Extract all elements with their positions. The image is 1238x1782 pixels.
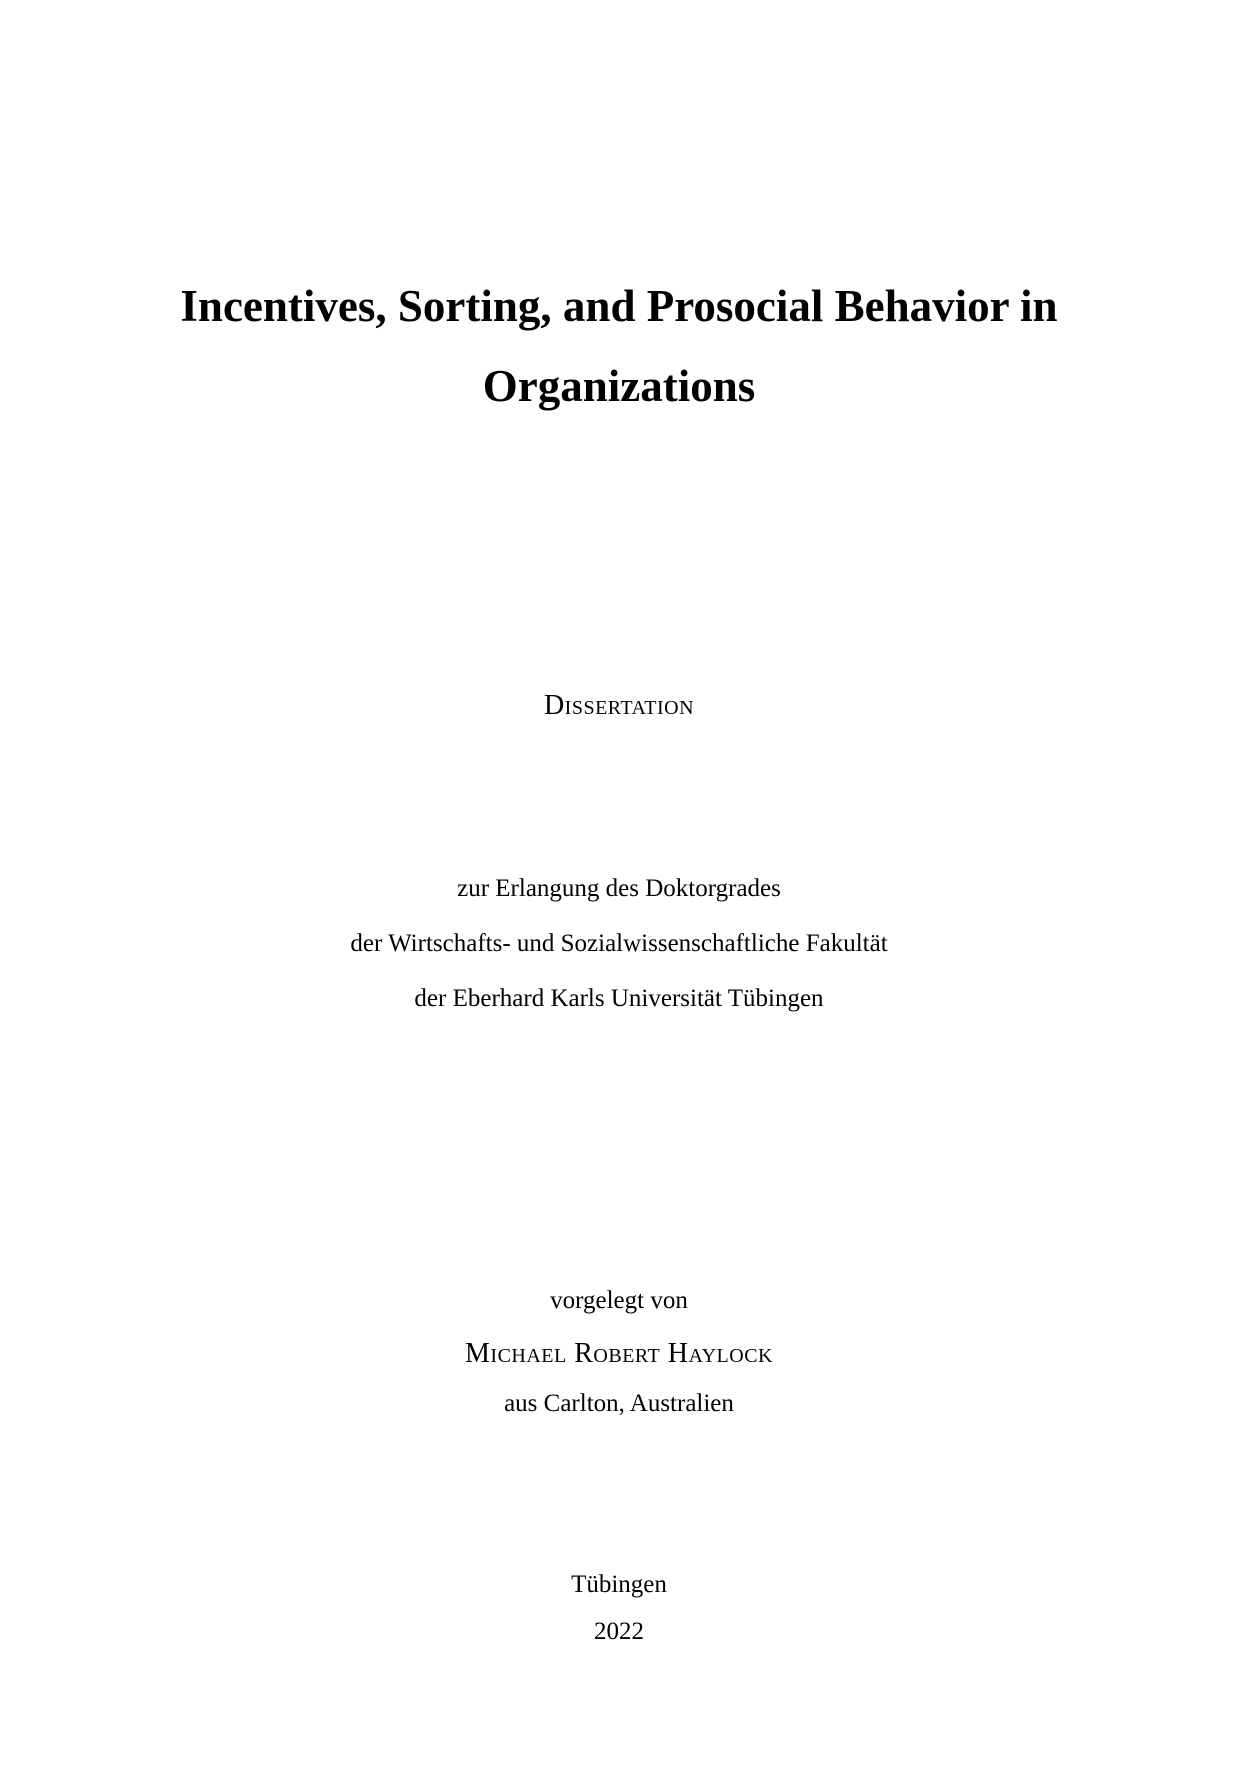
title-line-2: Organizations	[482, 361, 756, 411]
purpose-line-3: der Eberhard Karls Universität Tübingen	[414, 985, 824, 1012]
place: Tübingen	[571, 1571, 667, 1598]
author-name: Michael Robert Haylock	[465, 1338, 773, 1369]
presented-by: vorgelegt von	[550, 1287, 688, 1314]
purpose-line-2: der Wirtschafts- und Sozialwissenschaftliche Fakultät	[350, 930, 888, 957]
title-line-1: Incentives, Sorting, and Prosocial Behavior in	[180, 281, 1058, 331]
author-origin: aus Carlton, Australien	[504, 1390, 734, 1417]
year: 2022	[594, 1618, 644, 1645]
purpose-line-1: zur Erlangung des Doktorgrades	[457, 875, 781, 902]
document-type: Dissertation	[543, 690, 695, 721]
